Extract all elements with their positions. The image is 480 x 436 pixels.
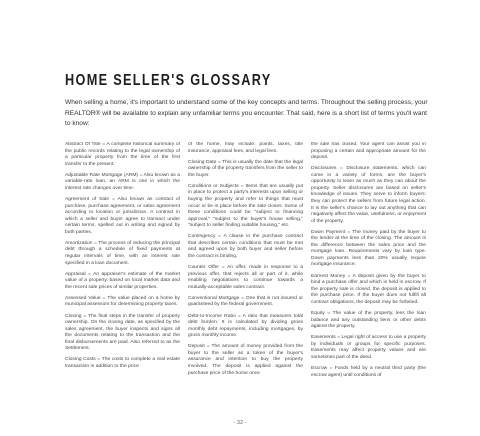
glossary-term: Contingency — [188, 234, 216, 240]
glossary-columns — [65, 142, 426, 410]
glossary-term: Conditions or Subjects — [188, 183, 239, 189]
glossary-entry — [65, 357, 180, 370]
glossary-entry — [188, 314, 303, 340]
glossary-term: Deposit — [188, 344, 205, 350]
page-number: - 32 - — [233, 420, 247, 426]
glossary-definition: The final steps in the transfer of property ownership. On the closing date, as specified by the sales agreement, the buyer inspects and signs all the documents relating to the transaction and the final disbursements are paid. Also referred to as the Settlement. — [65, 313, 180, 352]
page-title: HOME SELLER'S GLOSSARY — [65, 72, 272, 89]
glossary-definition: the sale has closed. Your agent can assist you in proposing a certain and appropriate amount for the deposit. — [311, 142, 426, 161]
glossary-term: Escrow — [311, 365, 328, 371]
term-separator: = — [109, 197, 118, 203]
glossary-term: Closing Costs — [65, 357, 96, 363]
glossary-entry — [311, 274, 426, 307]
term-separator: = — [204, 344, 212, 350]
term-separator: = — [219, 265, 227, 271]
term-separator: = — [92, 240, 99, 246]
glossary-definition: of the home, may include: points, taxes, title insurance, appraisal fees, and legal fees. — [188, 142, 303, 154]
term-separator: = — [85, 271, 94, 277]
glossary-definition: Funds held by a neutral third party (the escrow agent) until conditions of — [311, 365, 426, 378]
glossary-definition: A ratio that measures total debt burden. It is calculated by dividing gross monthly debt repayments, including mortgages, by gross monthly income. — [188, 313, 303, 339]
glossary-definition: The process of reducing the principal debt through a schedule of fixed payments at regular intervals of time, with an interest rate specified in a loan document. — [65, 240, 180, 266]
glossary-term: Closing — [65, 313, 82, 319]
glossary-entry — [188, 184, 303, 230]
glossary-definition: Legal right of access to use a property by individuals or groups for specific purposes. Easements may affect property values and are sometimes part of the deed. — [311, 335, 426, 360]
glossary-definition: Also known as a variable-rate loan, an ARM is one in which the interest rate changes over time. — [65, 172, 180, 191]
glossary-entry — [311, 335, 426, 361]
term-separator: = — [336, 166, 347, 172]
glossary-term: Adjustable Rate Mortgage (ARM) — [65, 172, 139, 178]
term-separator: = — [324, 310, 333, 316]
glossary-term: Appraisal — [65, 271, 86, 277]
glossary-term: Assessed Value — [65, 295, 101, 301]
glossary-term: Equity — [311, 310, 325, 316]
glossary-definition: Disclosure statements, which can come in a variety of forms, are the buyer's opportunity to learn as much as they can about the property. Seller disclosures are based on seller's knowledge of issues. They serve to inform buyers: they can protect the sellers from future legal action. It is the seller's chance to lay out anything that can negatively affect the value, usefulness, or enjoyment of the property. — [311, 166, 426, 224]
glossary-entry — [188, 234, 303, 260]
term-separator: = — [138, 172, 144, 178]
glossary-term: Down Payment — [311, 229, 346, 235]
term-separator: = — [335, 335, 342, 341]
glossary-term: Agreement of Sale — [65, 197, 110, 203]
glossary-term: Debt-to-Income Ratio — [188, 313, 236, 319]
glossary-entry — [311, 166, 426, 225]
glossary-definition: The amount of money provided from the buyer to the seller as a token of the buyer's assurance and intention to buy the property involved. The deposit is applied against the purchase price of the home once — [188, 344, 303, 376]
glossary-entry — [65, 314, 180, 353]
glossary-definition: A clause in the purchase contract that describes certain conditions that must be met and agreed upon by both buyer and seller before the contract is binding. — [188, 234, 303, 259]
glossary-definition: A deposit given by the buyer to bind a purchase offer and which is held in escrow. If the property sale is closed, the deposit is applied to the purchase price. If the buyer does not fulfill all contract obligations, the deposit may be forfeited. — [311, 273, 426, 305]
term-separator: = — [216, 159, 223, 165]
glossary-definition: The costs to complete a real estate transaction in addition to the price — [65, 357, 180, 370]
glossary-entry — [188, 296, 303, 309]
term-separator: = — [95, 357, 102, 363]
glossary-definition: This is usually the date that the legal ownership of the property transfers from the seller to the buyer. — [188, 159, 303, 178]
glossary-definition: A complete historical summary of the public records relating to the legal ownership of a particular property from the time of the first transfer to the present. — [65, 142, 180, 167]
glossary-entry — [65, 142, 180, 168]
glossary-term: Easements — [311, 335, 336, 341]
glossary-definition: The value of the property, less the loan balance and any outstanding liens or other debts against the property. — [311, 310, 426, 330]
glossary-entry — [188, 344, 303, 377]
glossary-term: Amortization — [65, 240, 93, 246]
glossary-definition: One that is not insured or guaranteed by the federal government. — [188, 295, 303, 308]
glossary-entry — [65, 241, 180, 267]
glossary-entry — [65, 197, 180, 236]
term-separator: = — [100, 295, 108, 301]
term-separator: = — [239, 295, 246, 301]
glossary-entry — [311, 311, 426, 331]
glossary-entry — [311, 230, 426, 269]
glossary-definition: The money paid by the buyer to the lender at the time of the closing. The amount is the difference between the sales price and the mortgage loan. Requirements vary by loan type. Down payments less than 20% usually require mortgage insurance. — [311, 229, 426, 268]
glossary-entry — [65, 272, 180, 292]
glossary-entry — [188, 265, 303, 291]
glossary-definition: An offer, made in response to a previous offer, that rejects all or part of it, while enabling negotiations to continue towards a mutually-acceptable sales contract. — [188, 265, 303, 290]
term-separator: = — [345, 273, 353, 279]
glossary-entry — [188, 160, 303, 180]
glossary-entry — [65, 173, 180, 193]
glossary-definition: Also known as contract of purchase, purchase agreement, or sales agreement according to location or jurisdiction. A contract in which a seller and buyer agree to transact under certain terms, spelled out in writing and signed by both parties. — [65, 197, 180, 235]
term-separator: = — [238, 183, 246, 189]
glossary-term: Counter Offer — [188, 265, 220, 271]
glossary-definition: An appraiser's estimate of the market value of a property, based on local market data and the recent sale prices of similar properties. — [65, 271, 180, 290]
glossary-term: Abstract Of Title — [65, 142, 101, 147]
term-separator: = — [215, 234, 224, 240]
glossary-definition: The value placed on a home by municipal assessors for determining property taxes. — [65, 295, 180, 308]
glossary-column-1 — [65, 142, 180, 410]
term-separator: = — [235, 313, 243, 319]
glossary-term: Conventional Mortgage — [188, 295, 240, 301]
glossary-column-2 — [188, 142, 303, 410]
glossary-column-3 — [311, 142, 426, 410]
glossary-definition: Items that are usually put in place to protect a party's interests upon selling or buying the property and refer to things that must occur or be in place before the sale closes. Some of these conditions could be "subject to financing approval," "subject to the buyer's house selling," "subject to seller finding suitable housing," etc. — [188, 183, 303, 229]
term-separator: = — [81, 313, 88, 319]
glossary-term: Earnest Money — [311, 273, 346, 279]
term-separator: = — [345, 229, 353, 235]
glossary-entry — [65, 296, 180, 309]
glossary-entry — [188, 142, 303, 155]
glossary-term: Disclosures — [311, 166, 337, 172]
glossary-entry — [311, 366, 426, 379]
term-separator: = — [100, 142, 107, 147]
glossary-term: Closing Date — [188, 159, 217, 165]
term-separator: = — [327, 365, 335, 371]
intro-paragraph: When selling a home, it's important to understand some of the key concepts and terms. Throughout the selling process, your REALTOR® will be available to explain any unfamiliar terms you encounter. That said, here is a short list of terms you'll want to know: — [65, 99, 428, 128]
glossary-entry — [311, 142, 426, 162]
